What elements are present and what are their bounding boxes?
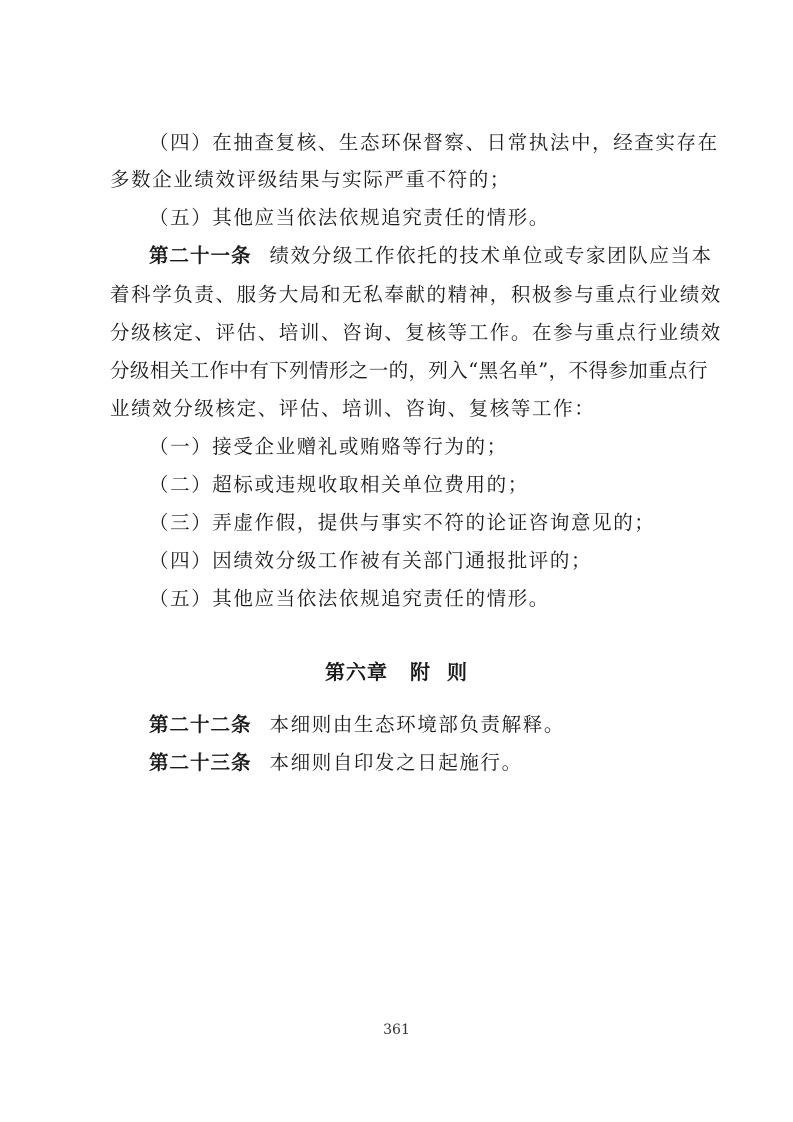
list-item: （四）因绩效分级工作被有关部门通报批评的； — [149, 549, 593, 572]
article-21-heading: 第二十一条 — [149, 244, 252, 267]
article-21-first-line — [149, 243, 713, 269]
chapter-number: 第六章 — [325, 660, 389, 684]
article-23-line — [149, 750, 705, 776]
article-21-text: 绩效分级工作依托的技术单位或专家团队应当本 — [269, 244, 713, 267]
paragraph-line: 分级相关工作中有下列情形之一的，列入“黑名单”，不得参加重点行 — [110, 359, 708, 382]
paragraph-line: （四）在抽查复核、生态环保督察、日常执法中，经查实存在 — [149, 131, 719, 154]
list-item: （一）接受企业赠礼或贿赂等行为的； — [149, 435, 508, 458]
paragraph-line: 多数企业绩效评级结果与实际严重不符的； — [110, 168, 511, 191]
page-number: 361 — [383, 1022, 410, 1038]
list-item: （三）弄虚作假，提供与事实不符的论证咨询意见的； — [149, 511, 656, 534]
chapter-name: 附 则 — [410, 660, 468, 684]
article-23-heading: 第二十三条 — [149, 751, 252, 774]
list-item: （五）其他应当依法依规追究责任的情形。 — [149, 587, 550, 610]
list-item: （二）超标或违规收取相关单位费用的； — [149, 473, 529, 496]
article-22-heading: 第二十二条 — [149, 713, 252, 736]
paragraph-line: 着科学负责、服务大局和无私奉献的精神，积极参与重点行业绩效 — [110, 283, 722, 306]
article-22-text: 本细则由生态环境部负责解释。 — [269, 713, 565, 736]
paragraph-line: （五）其他应当依法依规追究责任的情形。 — [149, 206, 550, 229]
article-23-text: 本细则自印发之日起施行。 — [269, 751, 523, 774]
paragraph-line: 分级核定、评估、培训、咨询、复核等工作。在参与重点行业绩效 — [110, 321, 722, 344]
article-22-line — [149, 712, 705, 738]
chapter-title — [0, 659, 793, 685]
paragraph-line: 业绩效分级核定、评估、培训、咨询、复核等工作： — [110, 397, 596, 420]
